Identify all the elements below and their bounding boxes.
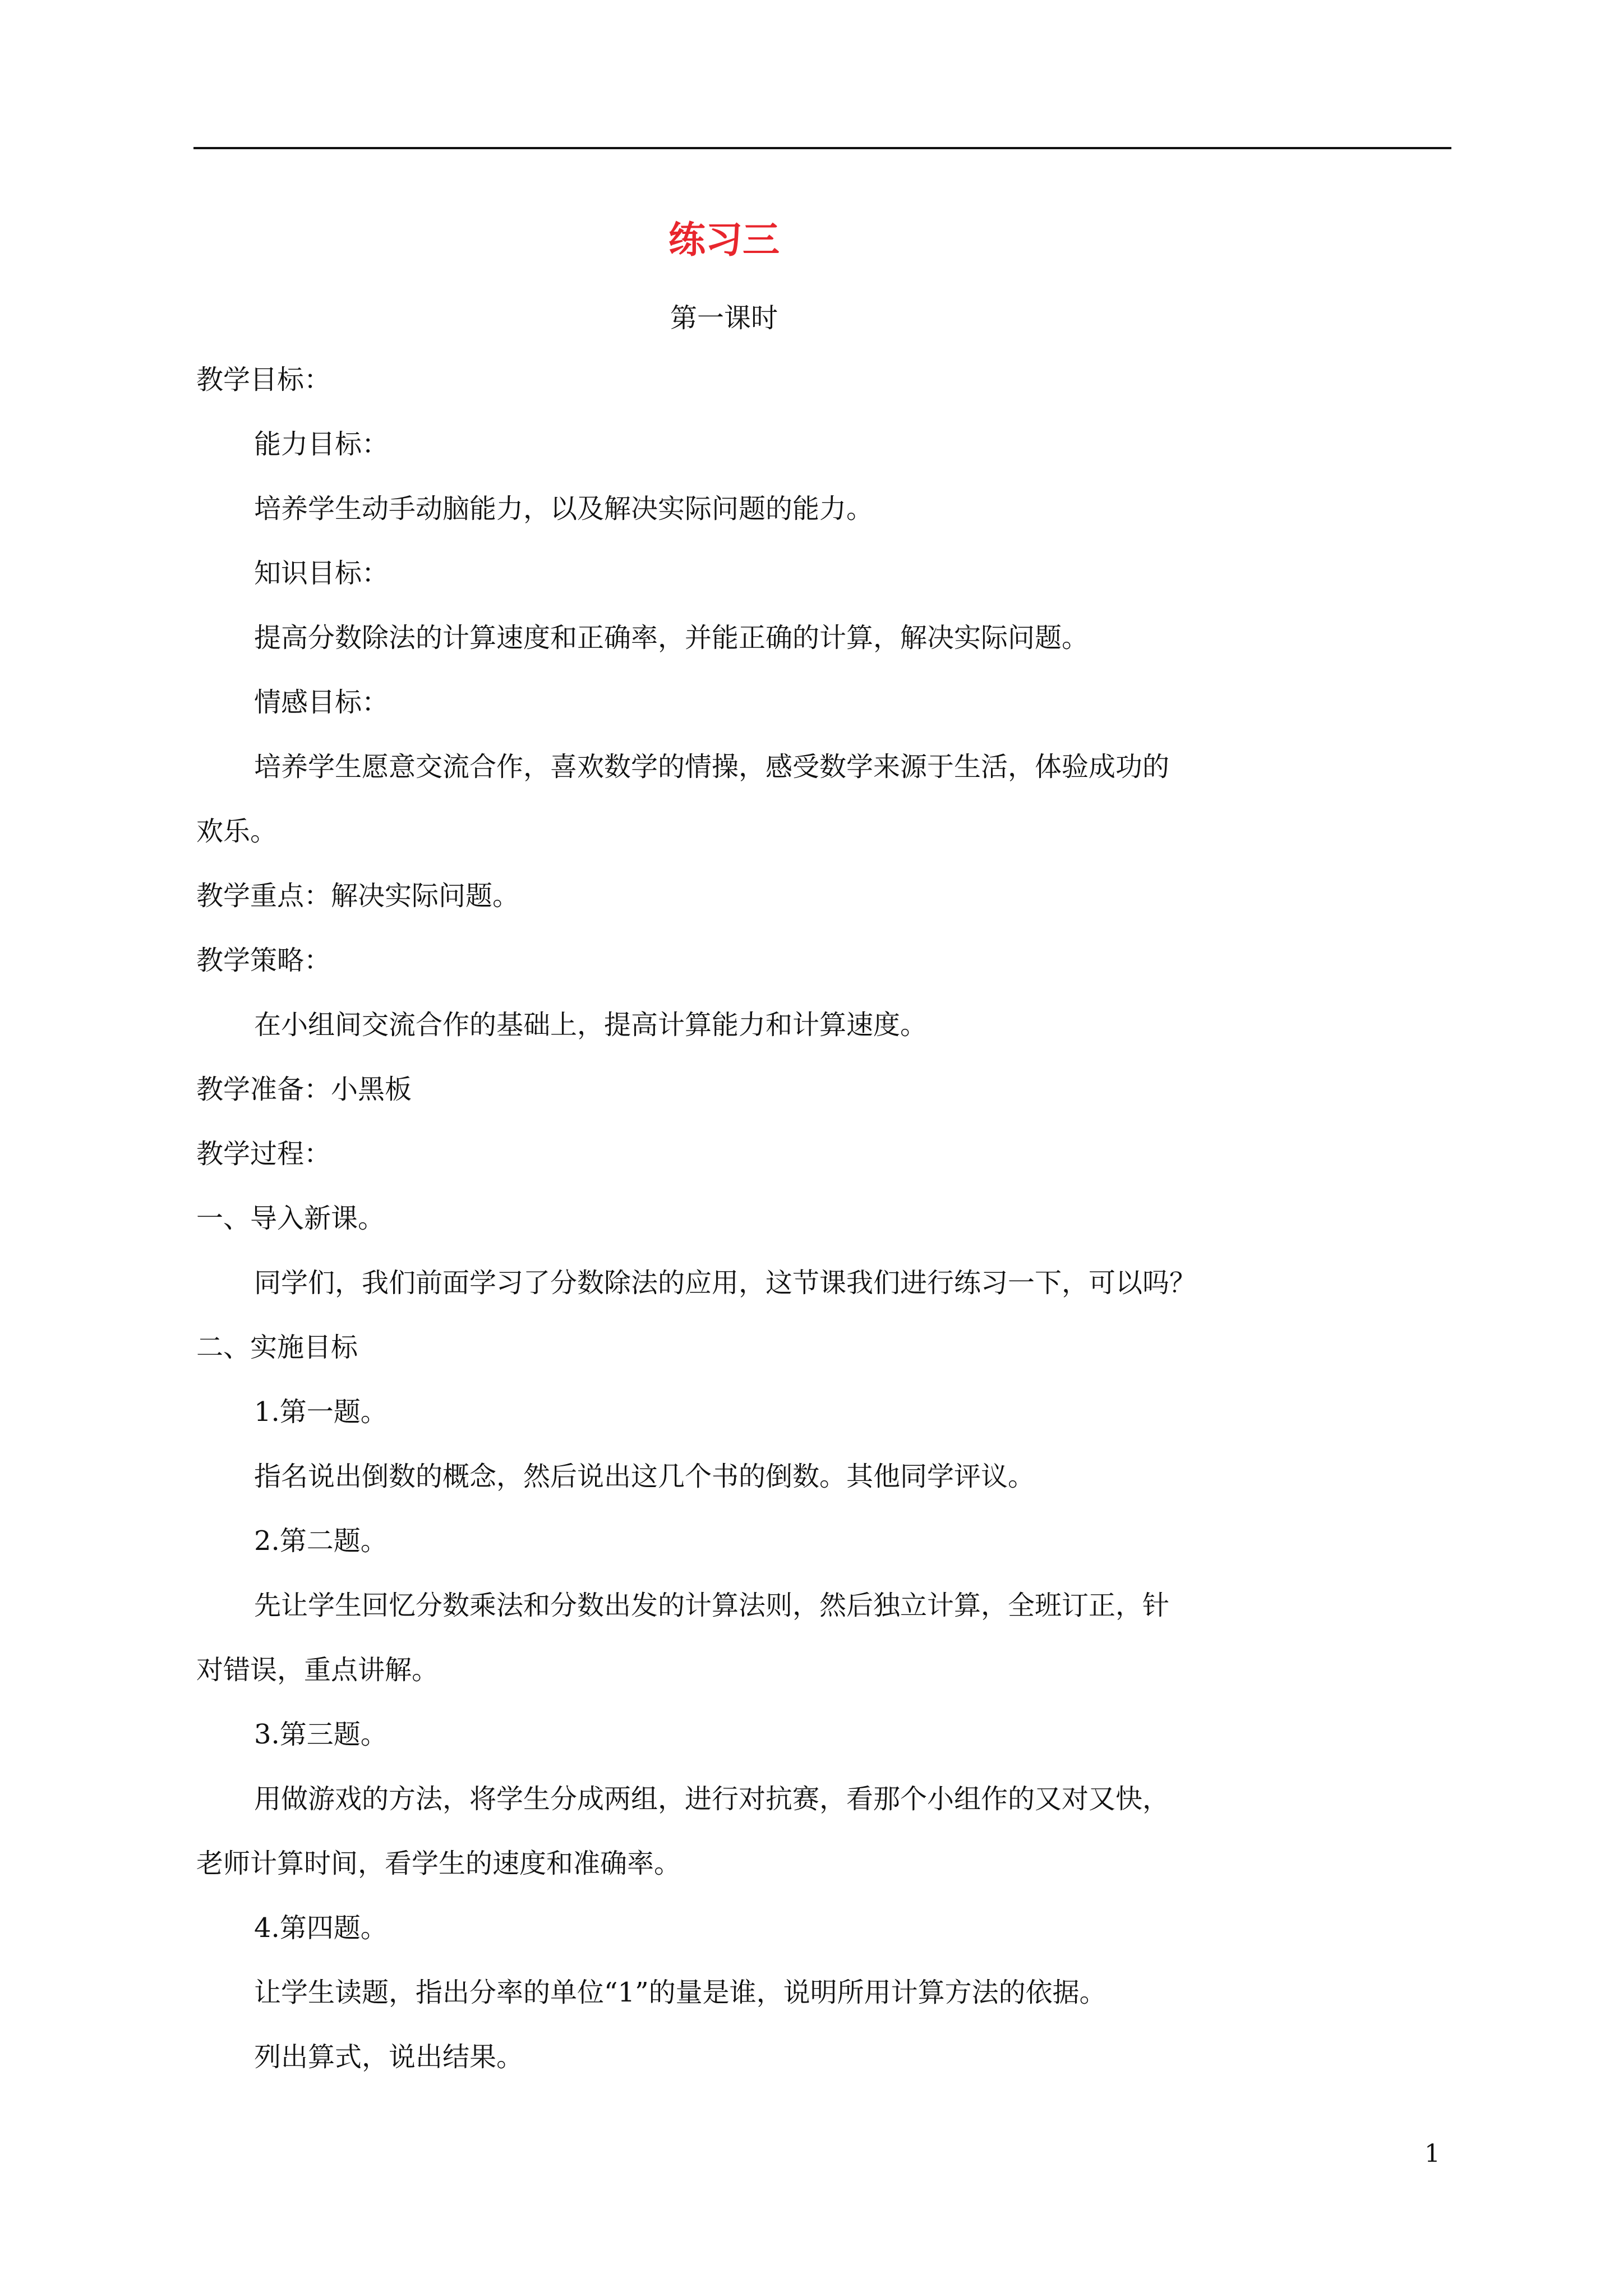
paragraph-ability-goal: 培养学生动手动脑能力，以及解决实际问题的能力。 (254, 493, 874, 524)
step-heading-intro: 一、导入新课。 (196, 1203, 385, 1234)
section-heading-objectives: 教学目标： (196, 364, 331, 395)
section-heading-process: 教学过程： (196, 1138, 331, 1170)
paragraph-item-3-cont: 老师计算时间，看学生的速度和准确率。 (196, 1848, 681, 1879)
page-number: 1 (1424, 2139, 1440, 2168)
paragraph-item-4-result: 列出算式，说出结果。 (254, 2041, 524, 2073)
paragraph-emotion-goal-cont: 欢乐。 (196, 816, 278, 847)
subheading-emotion-goal: 情感目标： (254, 687, 389, 718)
paragraph-item-4: 让学生读题，指出分率的单位“1”的量是谁，说明所用计算方法的依据。 (254, 1977, 1106, 2008)
paragraph-emotion-goal: 培养学生愿意交流合作，喜欢数学的情操，感受数学来源于生活，体验成功的 (254, 751, 1170, 783)
item-heading-4: 4.第四题。 (254, 1912, 388, 1944)
paragraph-item-2-cont: 对错误，重点讲解。 (196, 1654, 439, 1686)
paragraph-item-1: 指名说出倒数的概念，然后说出这几个书的倒数。其他同学评议。 (254, 1461, 1035, 1492)
item-heading-2: 2.第二题。 (254, 1525, 388, 1557)
item-heading-3: 3.第三题。 (254, 1719, 388, 1750)
section-key-point: 教学重点：解决实际问题。 (196, 880, 520, 912)
subheading-ability-goal: 能力目标： (254, 429, 389, 460)
section-heading-strategy: 教学策略： (196, 945, 331, 976)
subheading-knowledge-goal: 知识目标： (254, 558, 389, 589)
header-rule (193, 147, 1451, 149)
paragraph-knowledge-goal: 提高分数除法的计算速度和正确率，并能正确的计算，解决实际问题。 (254, 622, 1089, 654)
item-heading-1: 1.第一题。 (254, 1396, 388, 1428)
paragraph-item-2: 先让学生回忆分数乘法和分数出发的计算法则，然后独立计算，全班订正，针 (254, 1590, 1170, 1621)
paragraph-strategy: 在小组间交流合作的基础上，提高计算能力和计算速度。 (254, 1009, 928, 1041)
paragraph-item-3: 用做游戏的方法，将学生分成两组，进行对抗赛，看那个小组作的又对又快， (254, 1783, 1170, 1815)
lesson-subtitle: 第一课时 (670, 302, 778, 334)
document-title: 练习三 (668, 218, 780, 261)
section-preparation: 教学准备：小黑板 (196, 1074, 412, 1105)
paragraph-intro: 同学们，我们前面学习了分数除法的应用，这节课我们进行练习一下，可以吗？ (254, 1267, 1197, 1299)
step-heading-implement: 二、实施目标 (196, 1332, 358, 1363)
